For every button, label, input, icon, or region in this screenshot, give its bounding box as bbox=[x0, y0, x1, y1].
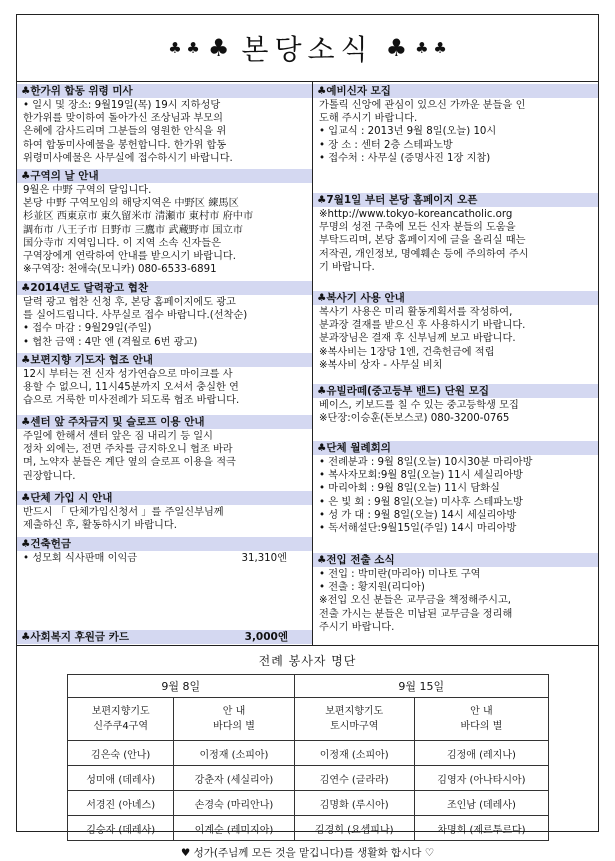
volunteer-cell: 서경진 (아녜스) bbox=[68, 791, 174, 816]
section-header: ♣유빌라떼(중고등부 밴드) 단원 모집 bbox=[313, 384, 598, 398]
text-line: 반드시 「 단체가입신청서 」를 주일신부님께 bbox=[23, 507, 224, 518]
text-line: 복사기 사용은 미리 활동계획서를 작성하여, bbox=[319, 307, 513, 318]
date-cell: 9월 15일 bbox=[294, 675, 548, 698]
section-transfer bbox=[313, 553, 598, 634]
table-row bbox=[68, 766, 549, 791]
section-body bbox=[313, 207, 598, 274]
section-body bbox=[313, 455, 598, 535]
page-title-text: 본당소식 bbox=[241, 33, 374, 66]
section-meetings bbox=[313, 441, 598, 535]
section-group-join bbox=[17, 491, 312, 532]
section-header: ♣전입 전출 소식 bbox=[313, 553, 598, 567]
schedule-title: 전례 봉사자 명단 bbox=[258, 654, 357, 668]
text-line: 주시기 바랍니다. bbox=[319, 621, 395, 633]
text-line: ※구역장: 천애숙(모니카) 080-6533-6891 bbox=[23, 264, 217, 276]
role-name: 안 내 bbox=[222, 706, 246, 717]
role-name: 안 내 bbox=[470, 706, 493, 717]
clubs-icon-left: ♣ ♣ bbox=[168, 39, 200, 57]
bulletin-frame bbox=[16, 14, 599, 836]
text-line: • 협찬 금액 : 4만 엔 (격월로 6번 광고) bbox=[23, 336, 198, 348]
section-header: ♣7월1일 부터 본당 홈페이지 오픈 bbox=[313, 193, 598, 207]
volunteer-cell: 김명화 (루시아) bbox=[294, 791, 414, 816]
text-line: 를 실어드립니다. 사무실로 접수 바랍니다.(선착순) bbox=[23, 310, 248, 322]
section-header: ♣보편지향 기도자 협조 안내 bbox=[17, 353, 312, 367]
right-column bbox=[313, 81, 598, 645]
text-line: • 전출 : 황지원(리디아) bbox=[319, 582, 425, 594]
text-line: • 전례분과 : 9월 8일(오늘) 10시30분 마리아방 bbox=[319, 457, 533, 468]
text-line: 杉並区 西東京市 東久留米市 清瀬市 東村市 府中市 bbox=[23, 211, 254, 223]
text-line: 무명의 성전 구축에 모든 신자 분들의 도움을 bbox=[319, 222, 516, 234]
volunteer-cell: 손경숙 (마리안나) bbox=[174, 791, 294, 816]
section-homepage bbox=[313, 193, 598, 274]
schedule-date-row bbox=[68, 675, 549, 698]
section-body bbox=[313, 98, 598, 165]
section-welfare-card bbox=[17, 630, 312, 644]
section-body bbox=[17, 183, 312, 276]
section-header: ♣구역의 날 안내 bbox=[17, 169, 312, 183]
text-line: 습으로 거룩한 미사전례가 되도록 협조 바랍니다. bbox=[23, 395, 240, 407]
welfare-amount: 3,000엔 bbox=[244, 631, 288, 643]
role-cell bbox=[414, 698, 548, 741]
volunteer-cell: 성미애 (데레사) bbox=[68, 766, 174, 791]
role-group: 바다의 별 bbox=[213, 721, 255, 732]
section-calendar-ad bbox=[17, 281, 312, 349]
text-line: • 은 빛 회 : 9월 8일(오늘) 미사후 스테파노방 bbox=[319, 496, 523, 508]
volunteer-cell: 김은숙 (안나) bbox=[68, 741, 174, 766]
news-columns bbox=[17, 81, 598, 645]
section-body bbox=[17, 295, 312, 349]
text-line: 가톨릭 신앙에 관심이 있으신 가까운 분들을 인 bbox=[319, 100, 526, 111]
section-building-donation bbox=[17, 537, 312, 565]
text-line: • 접수 마감 : 9월29일(주일) bbox=[23, 323, 152, 335]
donation-label: • 성모회 식사판매 이익금 bbox=[23, 553, 138, 564]
role-cell bbox=[294, 698, 414, 741]
text-line: 제출하신 후, 활동하시기 바랍니다. bbox=[23, 520, 177, 532]
text-line: 9월은 中野 구역의 달입니다. bbox=[23, 185, 152, 196]
text-line: 분과장님은 결재 후 신부님께 보고 바랍니다. bbox=[319, 333, 516, 345]
section-body bbox=[313, 567, 598, 634]
text-line: 용할 수 없으니, 11시45분까지 오셔서 충실한 연 bbox=[23, 382, 239, 394]
section-header: ♣한가위 합동 위령 미사 bbox=[17, 84, 312, 98]
text-line: ※전입 오신 분들은 교무금을 책정해주시고, bbox=[319, 595, 512, 607]
section-memorial-mass bbox=[17, 84, 312, 165]
volunteer-cell: 이계순 (레미지아) bbox=[174, 816, 294, 841]
text-line: • 마리아회 : 9월 8일(오늘) 11시 담화실 bbox=[319, 483, 500, 495]
table-row bbox=[68, 816, 549, 841]
role-cell bbox=[174, 698, 294, 741]
clubs-icon-center-right: ♣ bbox=[385, 34, 408, 62]
section-body bbox=[17, 505, 312, 532]
welfare-label: ♣사회복지 후원금 카드 bbox=[21, 631, 130, 643]
section-header: ♣예비신자 모집 bbox=[313, 84, 598, 98]
text-line: 전출 가시는 분들은 미납된 교무금을 정리해 bbox=[319, 608, 513, 620]
role-cell bbox=[68, 698, 174, 741]
volunteer-cell: 김영자 (아나타시아) bbox=[414, 766, 548, 791]
section-body bbox=[17, 98, 312, 165]
text-line: 12시 부터는 전 신자 성가연습으로 마이크를 사 bbox=[23, 369, 233, 380]
text-line: • 접수처 : 사무실 (증명사진 1장 지참) bbox=[319, 152, 491, 164]
table-row bbox=[68, 791, 549, 816]
role-group: 바다의 별 bbox=[460, 721, 503, 732]
text-line: 며, 노약자 분들은 계단 옆의 슬로프 이용을 적극 bbox=[23, 457, 236, 469]
text-line: • 입교식 : 2013년 9월 8일(오늘) 10시 bbox=[319, 126, 497, 138]
section-header: ♣단체 월례회의 bbox=[313, 441, 598, 455]
left-column bbox=[17, 81, 313, 645]
homepage-link[interactable]: ※http://www.tokyo-koreancatholic.org bbox=[319, 209, 513, 220]
text-line: 하여 합동미사예물을 봉헌합니다. 한가위 합동 bbox=[23, 139, 227, 151]
schedule-section bbox=[17, 645, 598, 836]
table-row bbox=[68, 741, 549, 766]
section-header: ♣복사기 사용 안내 bbox=[313, 291, 598, 305]
section-body bbox=[17, 367, 312, 408]
section-body bbox=[313, 398, 598, 425]
clubs-icon-center-left: ♣ bbox=[207, 34, 230, 62]
section-body bbox=[17, 551, 312, 565]
volunteer-cell: 김승자 (데레사) bbox=[68, 816, 174, 841]
volunteer-cell: 조인남 (데레사) bbox=[414, 791, 548, 816]
text-line: 권장합니다. bbox=[23, 470, 76, 482]
section-catechumen bbox=[313, 84, 598, 165]
section-body bbox=[17, 429, 312, 483]
text-line: • 전입 : 박미란(마리아) 미나토 구역 bbox=[319, 569, 481, 580]
text-line: • 장 소 : 센터 2층 스테파노방 bbox=[319, 139, 453, 151]
text-line: ※복사비 상자 - 사무실 비치 bbox=[319, 359, 443, 371]
text-line: 도해 주시기 바랍니다. bbox=[319, 113, 418, 125]
role-group: 토시마구역 bbox=[330, 721, 379, 732]
text-line: • 일시 및 장소: 9월19일(목) 19시 지하성당 bbox=[23, 100, 221, 111]
text-line: 정차 외에는, 전면 주차를 금지하오니 협조 바라 bbox=[23, 444, 233, 456]
section-district-day bbox=[17, 169, 312, 276]
text-line: 부탁드리며, 본당 홈페이지에 글을 올리실 때는 bbox=[319, 235, 526, 247]
donation-row bbox=[23, 552, 307, 565]
text-line: 調布市 八王子市 日野市 三鷹市 武蔵野市 国立市 bbox=[23, 224, 243, 236]
volunteer-cell: 차명희 (제르투르다) bbox=[414, 816, 548, 841]
section-header bbox=[17, 630, 312, 644]
text-line: • 복사자모회:9월 8일(오늘) 11시 세실리아방 bbox=[319, 470, 523, 482]
text-line: 기 바랍니다. bbox=[319, 261, 375, 273]
date-cell: 9월 8일 bbox=[68, 675, 295, 698]
footer-slogan: ♥ 성가(주님께 모든 것을 맡깁니다)를 생활화 합시다 ♡ bbox=[180, 847, 435, 859]
section-band bbox=[313, 384, 598, 425]
role-name: 보편지향기도 bbox=[325, 706, 384, 717]
section-parking bbox=[17, 415, 312, 483]
volunteer-cell: 김연수 (글라라) bbox=[294, 766, 414, 791]
volunteer-cell: 이정재 (소피아) bbox=[174, 741, 294, 766]
section-header: ♣단체 가입 시 안내 bbox=[17, 491, 312, 505]
schedule-role-row bbox=[68, 698, 549, 741]
text-line: 은혜에 감사드리며 그분들의 영원한 안식을 위 bbox=[23, 126, 227, 138]
text-line: 본당 中野 구역모임의 해당지역은 中野区 練馬区 bbox=[23, 198, 239, 210]
text-line: 분과장 결재를 받으신 후 사용하시기 바랍니다. bbox=[319, 320, 526, 332]
text-line: • 독서해설단:9월15일(주일) 14시 마리아방 bbox=[319, 523, 517, 535]
role-name: 보편지향기도 bbox=[91, 706, 150, 717]
volunteer-cell: 김정애 (레지나) bbox=[414, 741, 548, 766]
section-copier bbox=[313, 291, 598, 372]
text-line: 베이스, 키보드를 칠 수 있는 중고등학생 모집 bbox=[319, 400, 519, 411]
text-line: 위령미사예물은 사무실에 접수하시기 바랍니다. bbox=[23, 152, 233, 164]
section-prayer-cooperation bbox=[17, 353, 312, 408]
text-line: 저작권, 개인정보, 명예훼손 등에 주의하여 주시 bbox=[319, 248, 529, 260]
clubs-icon-right: ♣ ♣ bbox=[415, 39, 447, 57]
volunteer-cell: 김경희 (요셉피나) bbox=[294, 816, 414, 841]
schedule-table bbox=[67, 674, 549, 841]
text-line: • 성 가 대 : 9월 8일(오늘) 14시 세실리아방 bbox=[319, 509, 517, 521]
volunteer-cell: 이정재 (소피아) bbox=[294, 741, 414, 766]
text-line: 한가위를 맞이하여 돌아가신 조상님과 부모의 bbox=[23, 113, 223, 125]
section-header: ♣2014년도 달력광고 협찬 bbox=[17, 281, 312, 295]
donation-amount: 31,310엔 bbox=[241, 553, 287, 564]
page-title bbox=[17, 15, 598, 82]
role-group: 신주쿠4구역 bbox=[93, 721, 149, 732]
text-line: 달력 광고 협찬 신청 후, 본당 홈페이지에도 광고 bbox=[23, 297, 236, 308]
text-line: ※복사비는 1장당 1엔, 건축헌금에 적립 bbox=[319, 346, 495, 358]
text-line: 주일에 한해서 센터 앞은 짐 내리기 등 일시 bbox=[23, 431, 213, 442]
section-body bbox=[313, 305, 598, 372]
text-line: 国分寺市 지역입니다. 이 지역 소속 신자들은 bbox=[23, 237, 221, 249]
section-header: ♣건축헌금 bbox=[17, 537, 312, 551]
text-line: 구역장에게 연락하여 안내를 받으시기 바랍니다. bbox=[23, 251, 237, 263]
section-header: ♣센터 앞 주차금지 및 슬로프 이용 안내 bbox=[17, 415, 312, 429]
text-line: ※단장:이승훈(돈보스코) 080-3200-0765 bbox=[319, 413, 510, 425]
volunteer-cell: 강춘자 (세실리아) bbox=[174, 766, 294, 791]
